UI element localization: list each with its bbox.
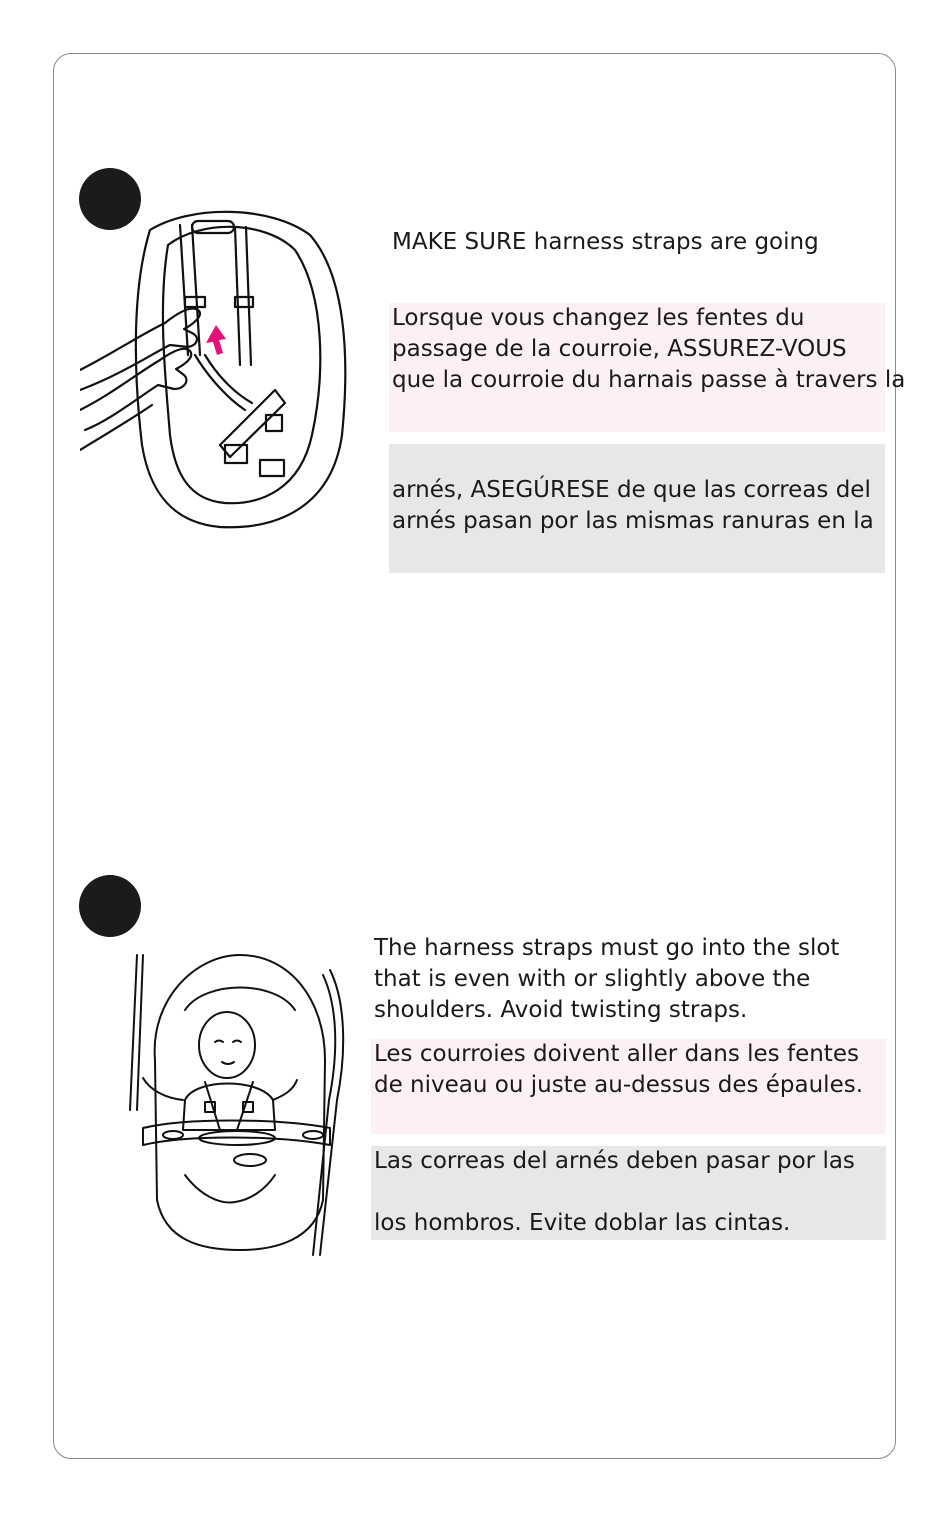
baby-in-seat-illustration [125, 950, 355, 1260]
step1-french-line-2: passage de la courroie, ASSUREZ-VOUS [392, 336, 847, 362]
step2-english-line-2: that is even with or slightly above the [374, 966, 811, 992]
step1-english-text: MAKE SURE harness straps are going [392, 229, 819, 255]
step2-spanish-block [371, 1146, 886, 1240]
step1-spanish-line-1: arnés, ASEGÚRESE de que las correas del [392, 477, 871, 503]
step-2-marker [79, 875, 141, 937]
step2-english-line-3: shoulders. Avoid twisting straps. [374, 997, 748, 1023]
step2-english-line-1: The harness straps must go into the slot [374, 935, 840, 961]
step2-spanish-line-1: Las correas del arnés deben pasar por las [374, 1148, 855, 1174]
step1-spanish-block [389, 444, 885, 573]
step1-french-line-3: que la courroie du harnais passe à travers la [392, 367, 906, 393]
step2-french-block [371, 1039, 886, 1134]
step2-french-line-2: de niveau ou juste au-dessus des épaules. [374, 1072, 864, 1098]
step1-french-block [389, 303, 906, 432]
step2-spanish-line-2: los hombros. Evite doblar las cintas. [374, 1210, 791, 1236]
car-seat-strap-adjust-illustration [80, 205, 355, 535]
step2-french-line-1: Les courroies doivent aller dans les fentes [374, 1041, 859, 1067]
step1-french-line-1: Lorsque vous changez les fentes du [392, 305, 805, 331]
step1-spanish-line-2: arnés pasan por las mismas ranuras en la [392, 508, 874, 534]
